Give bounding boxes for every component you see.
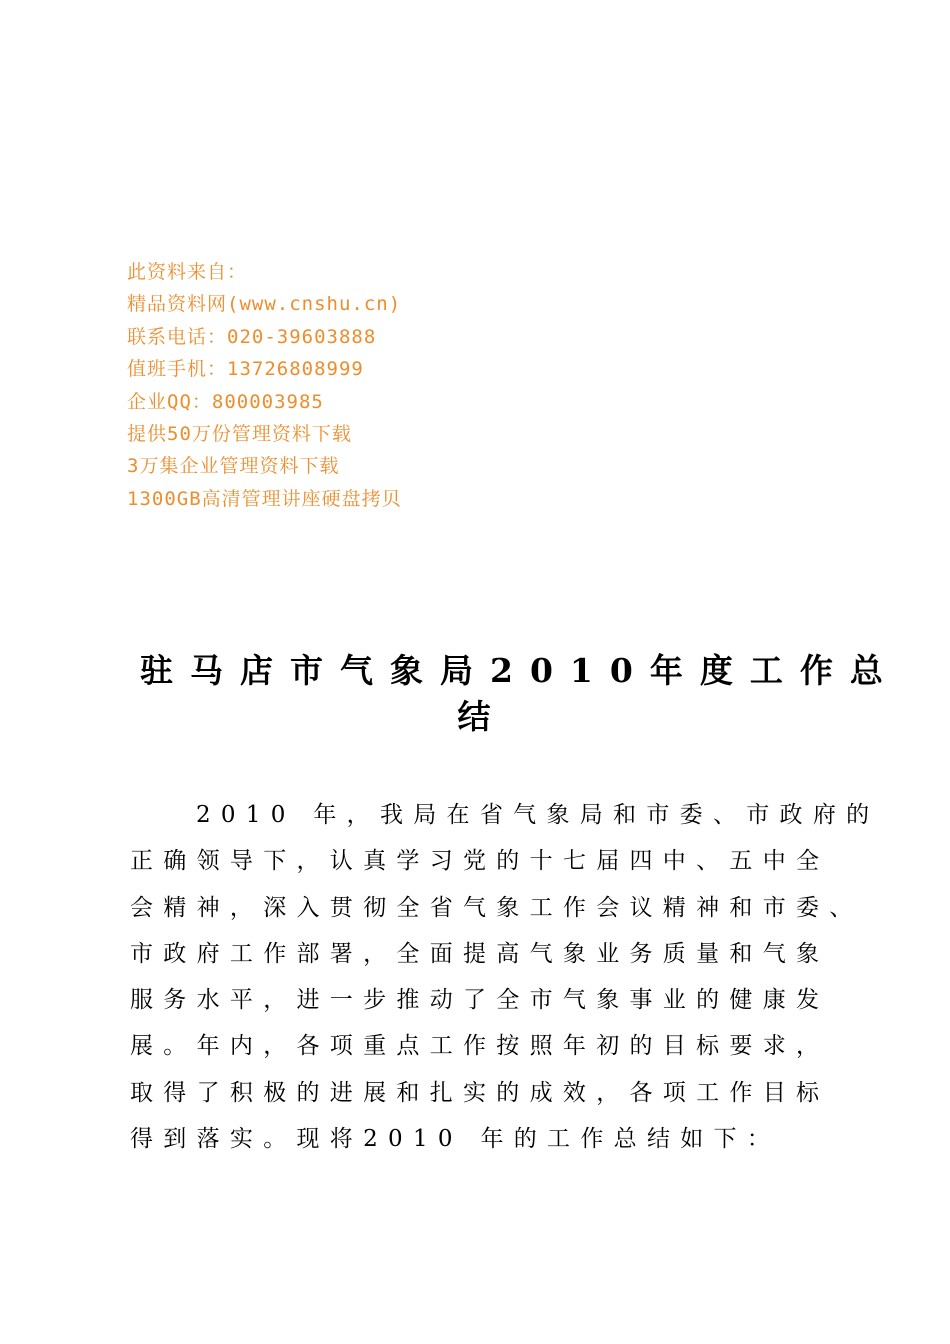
source-notice-header: 此资料来自： (127, 261, 248, 283)
paragraph-line: 得到落实。现将2010 年的工作总结如下： (130, 1126, 781, 1153)
source-notice-phone: 联系电话：020-39603888 (127, 325, 377, 348)
source-notice-offer-3: 1300GB高清管理讲座硬盘拷贝 (127, 487, 402, 510)
source-notice-qq: 企业QQ：800003985 (127, 390, 324, 413)
source-notice-offer-1: 提供50万份管理资料下载 (127, 422, 352, 445)
source-notice-offer-2: 3万集企业管理资料下载 (127, 455, 340, 478)
paragraph-line: 服务水平，进一步推动了全市气象事业的健康发 (130, 987, 830, 1014)
document-title-line-2: 结 (457, 697, 491, 736)
paragraph-line: 取得了积极的进展和扎实的成效，各项工作目标 (130, 1079, 830, 1106)
paragraph-line: 展。年内，各项重点工作按照年初的目标要求， (130, 1033, 830, 1060)
paragraph-line: 会精神，深入贯彻全省气象工作会议精神和市委、 (130, 894, 863, 921)
document-title (140, 648, 900, 740)
paragraph-line: 市政府工作部署，全面提高气象业务质量和气象 (130, 940, 830, 967)
document-title-line-1: 驻马店市气象局2010年度工作总 (140, 651, 900, 690)
source-notice-website: 精品资料网(www.cnshu.cn) (127, 293, 402, 316)
paragraph-line: 正确领导下，认真学习党的十七届四中、五中全 (130, 848, 830, 875)
paragraph-line: 2010 年，我局在省气象局和市委、市政府的 (196, 802, 880, 828)
document-paragraph (130, 792, 880, 1162)
source-notice-mobile: 值班手机：13726808999 (127, 358, 364, 381)
source-notice (127, 256, 727, 515)
